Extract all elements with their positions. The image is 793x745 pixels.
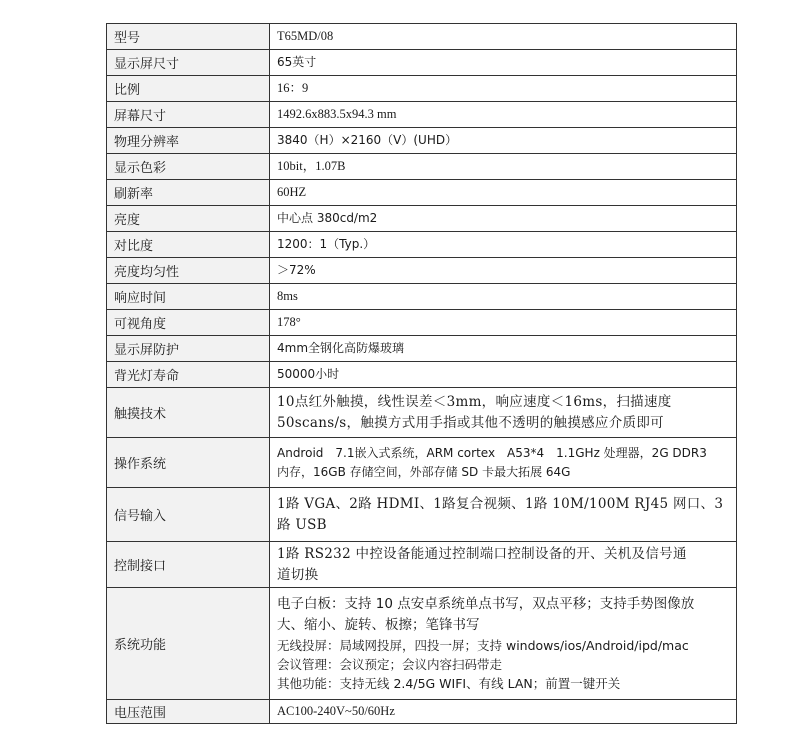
table-row <box>107 258 737 284</box>
table-row <box>107 154 737 180</box>
row-value <box>270 588 737 700</box>
table-row <box>107 76 737 102</box>
row-label: 比例 <box>107 76 270 102</box>
table-row <box>107 180 737 206</box>
table-row <box>107 388 737 438</box>
row-label: 显示色彩 <box>107 154 270 180</box>
value-line: 1路 VGA、2路 HDMI、1路复合视频、1路 10M/100M RJ45 网口、3 <box>277 495 724 512</box>
row-label: 响应时间 <box>107 284 270 310</box>
table-row <box>107 488 737 542</box>
row-label: 屏幕尺寸 <box>107 102 270 128</box>
value-line: 路 USB <box>277 516 327 533</box>
table-row <box>107 588 737 700</box>
row-label: 显示屏防护 <box>107 336 270 362</box>
table-row <box>107 362 737 388</box>
value-line: 大、缩小、旋转、板擦；笔锋书写 <box>277 617 480 633</box>
row-value: 3840（H）×2160（V）(UHD） <box>270 128 737 154</box>
row-label: 信号输入 <box>107 488 270 542</box>
row-value: AC100-240V~50/60Hz <box>270 700 737 724</box>
row-label: 对比度 <box>107 232 270 258</box>
table-row <box>107 542 737 588</box>
row-value: 8ms <box>270 284 737 310</box>
row-value: 4mm全钢化高防爆玻璃 <box>270 336 737 362</box>
table-row <box>107 24 737 50</box>
row-value: 10bit，1.07B <box>270 154 737 180</box>
value-line: 10点红外触摸，线性误差＜3mm，响应速度＜16ms，扫描速度 <box>277 393 672 410</box>
row-value: ＞72% <box>270 258 737 284</box>
row-value <box>270 488 737 542</box>
row-label: 操作系统 <box>107 438 270 488</box>
row-label: 显示屏尺寸 <box>107 50 270 76</box>
row-value: 中心点 380cd/m2 <box>270 206 737 232</box>
row-value: 60HZ <box>270 180 737 206</box>
row-value: 178° <box>270 310 737 336</box>
table-row <box>107 128 737 154</box>
row-label: 系统功能 <box>107 588 270 700</box>
row-label: 物理分辨率 <box>107 128 270 154</box>
row-label: 控制接口 <box>107 542 270 588</box>
row-value: 16：9 <box>270 76 737 102</box>
row-value <box>270 438 737 488</box>
row-label: 可视角度 <box>107 310 270 336</box>
table-row <box>107 102 737 128</box>
row-label: 刷新率 <box>107 180 270 206</box>
table-row <box>107 700 737 724</box>
table-row <box>107 206 737 232</box>
table-row <box>107 284 737 310</box>
row-value <box>270 388 737 438</box>
table-row <box>107 310 737 336</box>
value-line: 1路 RS232 中控设备能通过控制端口控制设备的开、关机及信号通 <box>277 545 687 562</box>
row-label: 触摸技术 <box>107 388 270 438</box>
value-line: 内存，16GB 存储空间，外部存储 SD 卡最大拓展 64G <box>277 464 571 479</box>
value-line: 其他功能：支持无线 2.4/5G WIFI、有线 LAN；前置一键开关 <box>277 676 621 691</box>
row-label: 亮度 <box>107 206 270 232</box>
table-row <box>107 336 737 362</box>
row-label: 亮度均匀性 <box>107 258 270 284</box>
row-value: 50000小时 <box>270 362 737 388</box>
table-row <box>107 50 737 76</box>
table-row <box>107 232 737 258</box>
value-line: 电子白板：支持 10 点安卓系统单点书写，双点平移；支持手势图像放 <box>277 596 695 612</box>
row-value: T65MD/08 <box>270 24 737 50</box>
row-value: 1200：1（Typ.） <box>270 232 737 258</box>
value-line: 道切换 <box>277 566 319 583</box>
row-value: 1492.6x883.5x94.3 mm <box>270 102 737 128</box>
value-line: Android 7.1嵌入式系统，ARM cortex A53*4 1.1GHz 处理器，2G DDR3 <box>277 445 707 460</box>
row-label: 型号 <box>107 24 270 50</box>
row-label: 背光灯寿命 <box>107 362 270 388</box>
table-row <box>107 438 737 488</box>
value-line: 50scans/s，触摸方式用手指或其他不透明的触摸感应介质即可 <box>277 414 664 431</box>
row-label: 电压范围 <box>107 700 270 724</box>
value-line: 无线投屏：局域网投屏，四投一屏；支持 windows/ios/Android/ipd/mac <box>277 638 689 653</box>
value-line: 会议管理：会议预定；会议内容扫码带走 <box>277 657 503 672</box>
spec-table <box>106 23 737 724</box>
row-value <box>270 542 737 588</box>
row-value: 65英寸 <box>270 50 737 76</box>
